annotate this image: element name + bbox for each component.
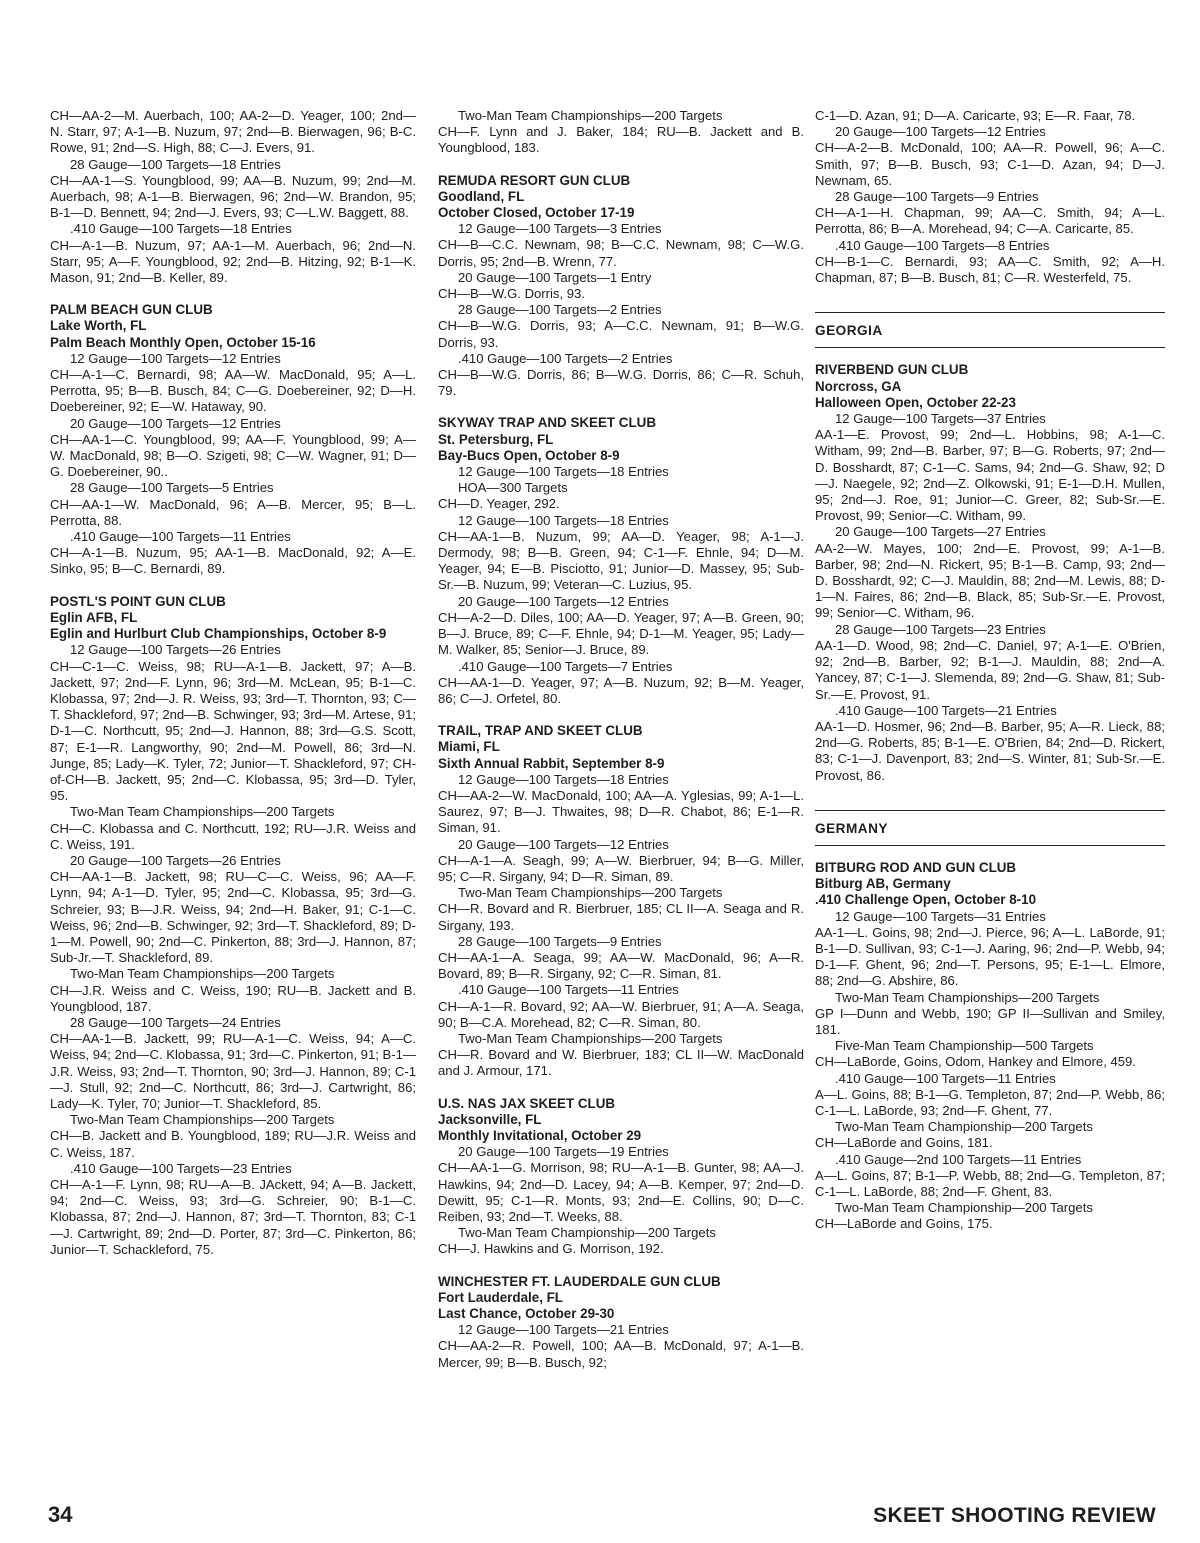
- club-results: [50, 594, 416, 1258]
- event-heading: 12 Gauge—100 Targets—3 Entries: [458, 221, 662, 237]
- state-name: GEORGIA: [815, 323, 883, 339]
- results-text: CH—AA-1—C. Youngblood, 99; AA—F. Youngblood, 99; A—W. MacDonald, 98; B—O. Szigeti, 98; C—W. Wagner, 91; D—G. Doebereiner, 90..: [50, 431, 416, 480]
- event-heading: 12 Gauge—100 Targets—12 Entries: [70, 350, 281, 366]
- event-title: Bay-Bucs Open, October 8-9: [438, 447, 620, 463]
- state-name: GERMANY: [815, 820, 888, 836]
- event-heading: .410 Gauge—100 Targets—11 Entries: [835, 1070, 1056, 1086]
- event-heading: .410 Gauge—100 Targets—18 Entries: [70, 221, 292, 237]
- event-heading: .410 Gauge—100 Targets—21 Entries: [835, 702, 1057, 718]
- results-text: CH—C. Klobassa and C. Northcutt, 192; RU—J.R. Weiss and C. Weiss, 191.: [50, 820, 416, 852]
- club-results: [815, 362, 1165, 783]
- event-title: October Closed, October 17-19: [438, 205, 635, 221]
- results-text: GP I—Dunn and Webb, 190; GP II—Sullivan and Smiley, 181.: [815, 1005, 1165, 1037]
- event-heading: Two-Man Team Championship—200 Targets: [835, 1200, 1093, 1216]
- club-location: Eglin AFB, FL: [50, 609, 138, 625]
- club-results: [438, 1096, 804, 1258]
- divider: [815, 810, 1165, 811]
- event-title: Sixth Annual Rabbit, September 8-9: [438, 755, 665, 771]
- event-heading: 12 Gauge—100 Targets—21 Entries: [458, 1322, 669, 1338]
- club-name: TRAIL, TRAP AND SKEET CLUB: [438, 723, 643, 739]
- club-name: WINCHESTER FT. LAUDERDALE GUN CLUB: [438, 1273, 721, 1289]
- results-text: CH—A-1—B. Nuzum, 95; AA-1—B. MacDonald, 92; A—E. Sinko, 95; B—C. Bernardi, 89.: [50, 545, 416, 577]
- event-heading: 20 Gauge—100 Targets—12 Entries: [458, 593, 669, 609]
- results-text: CH—LaBorde and Goins, 175.: [815, 1216, 993, 1232]
- club-name: PALM BEACH GUN CLUB: [50, 302, 213, 318]
- event-title: Eglin and Hurlburt Club Championships, October 8-9: [50, 626, 387, 642]
- event-heading: Two-Man Team Championships—200 Targets: [70, 966, 335, 982]
- event-heading: 12 Gauge—100 Targets—26 Entries: [70, 642, 281, 658]
- results-text: A—L. Goins, 88; B-1—G. Templeton, 87; 2nd—P. Webb, 86; C-1—L. LaBorde, 93; 2nd—F. Ghent, 77.: [815, 1086, 1165, 1118]
- event-heading: 12 Gauge—100 Targets—18 Entries: [458, 512, 669, 528]
- club-name: BITBURG ROD AND GUN CLUB: [815, 859, 1017, 875]
- club-results: [438, 108, 804, 157]
- results-text: CH—AA-1—D. Yeager, 97; A—B. Nuzum, 92; B—M. Yeager, 86; C—J. Orfetel, 80.: [438, 674, 804, 706]
- event-heading: Two-Man Team Championship—200 Targets: [835, 1119, 1093, 1135]
- results-text: A—L. Goins, 87; B-1—P. Webb, 88; 2nd—G. Templeton, 87; C-1—L. LaBorde, 88; 2nd—F. Ghent, 83.: [815, 1167, 1165, 1199]
- event-heading: 20 Gauge—100 Targets—26 Entries: [70, 852, 281, 868]
- event-heading: 20 Gauge—100 Targets—12 Entries: [458, 836, 669, 852]
- divider: [815, 845, 1165, 846]
- results-text: CH—A-1—C. Bernardi, 98; AA—W. MacDonald, 95; A—L. Perrotta, 95; B—B. Busch, 84; C—G. Doebereiner, 92; D—H. Doebereiner, 92; E—W. Hataway, 90.: [50, 367, 416, 415]
- event-heading: 12 Gauge—100 Targets—18 Entries: [458, 464, 669, 480]
- event-heading: 12 Gauge—100 Targets—18 Entries: [458, 771, 669, 787]
- column-2: [438, 108, 804, 1371]
- event-title: Monthly Invitational, October 29: [438, 1127, 642, 1143]
- club-name: U.S. NAS JAX SKEET CLUB: [438, 1095, 616, 1111]
- club-location: Miami, FL: [438, 739, 500, 755]
- page-number: 34: [48, 1502, 73, 1527]
- results-text: CH—J.R. Weiss and C. Weiss, 190; RU—B. Jackett and B. Youngblood, 187.: [50, 982, 416, 1014]
- event-title: .410 Challenge Open, October 8-10: [815, 892, 1037, 908]
- club-location: Bitburg AB, Germany: [815, 876, 951, 892]
- event-heading: Two-Man Team Championships—200 Targets: [70, 1112, 335, 1128]
- event-heading: Two-Man Team Championships—200 Targets: [70, 804, 335, 820]
- results-text: CH—AA-1—W. MacDonald, 96; A—B. Mercer, 95; B—L. Perrotta, 88.: [50, 496, 416, 528]
- event-heading: .410 Gauge—100 Targets—23 Entries: [70, 1160, 292, 1176]
- results-text: AA-2—W. Mayes, 100; 2nd—E. Provost, 99; A-1—B. Barber, 98; 2nd—N. Rickert, 95; B-1—B. Camp, 93; 2nd—D. Bosshardt, 92; C—J. Mauldin, 88; 2nd—M. Lewis, 88; D-1—N. Faires, 86; 2nd—B. Black, 85; Sub-Sr.—E. Provost, 99; Senior—C. Witham, 96.: [815, 540, 1165, 621]
- event-heading: Five-Man Team Championship—500 Targets: [835, 1038, 1094, 1054]
- event-heading: 28 Gauge—100 Targets—9 Entries: [835, 189, 1039, 205]
- results-text: CH—AA-1—S. Youngblood, 99; AA—B. Nuzum, 99; 2nd—M. Auerbach, 98; A-1—B. Bierwagen, 96; 2nd—W. Brandon, 95; B-1—D. Bennett, 94; 2nd—J. Evers, 93; C—L.W. Baggett, 88.: [50, 172, 416, 221]
- results-text: CH—AA-1—B. Nuzum, 99; AA—D. Yeager, 98; A-1—J. Dermody, 98; B—B. Green, 94; C-1—F. Ehnle, 94; D—M. Yeager, 94; E—B. Pisciotto, 91; Junior—D. Massey, 95; Sub-Sr.—B. Nuzum, 99; Veteran—C. Luzius, 95.: [438, 528, 804, 593]
- club-name: SKYWAY TRAP AND SKEET CLUB: [438, 415, 657, 431]
- results-text: CH—D. Yeager, 292.: [438, 496, 560, 512]
- results-text: CH—R. Bovard and W. Bierbruer, 183; CL II—W. MacDonald and J. Armour, 171.: [438, 1047, 804, 1079]
- event-heading: Two-Man Team Championships—200 Targets: [458, 108, 723, 123]
- event-heading: 28 Gauge—100 Targets—24 Entries: [70, 1014, 281, 1030]
- results-text: CH—AA-1—B. Jackett, 99; RU—A-1—C. Weiss, 94; A—C. Weiss, 94; 2nd—C. Klobassa, 91; 3rd—C. Pinkerton, 91; B-1—J.R. Weiss, 93; 2nd—T. Thornton, 90; 3rd—J. Hannon, 89; C-1—J. Stull, 92; 2nd—C. Northcutt, 86; 3rd—J. Cartwright, 86; Lady—K. Tyler, 70; Junior—T. Shackleford, 85.: [50, 1031, 416, 1111]
- club-results: [50, 302, 416, 577]
- event-heading: 20 Gauge—100 Targets—27 Entries: [835, 524, 1046, 540]
- club-location: St. Petersburg, FL: [438, 431, 554, 447]
- event-heading: 28 Gauge—100 Targets—5 Entries: [70, 480, 274, 496]
- results-text: CH—B—C.C. Newnam, 98; B—C.C. Newnam, 98; C—W.G. Dorris, 95; 2nd—B. Wrenn, 77.: [438, 237, 804, 269]
- event-heading: 28 Gauge—100 Targets—18 Entries: [70, 156, 281, 172]
- club-location: Goodland, FL: [438, 188, 525, 204]
- club-name: REMUDA RESORT GUN CLUB: [438, 172, 631, 188]
- results-text: CH—LaBorde and Goins, 181.: [815, 1135, 993, 1151]
- results-text: CH—B—W.G. Dorris, 93.: [438, 286, 585, 302]
- event-heading: 20 Gauge—100 Targets—12 Entries: [70, 415, 281, 431]
- results-text: CH—AA-1—G. Morrison, 98; RU—A-1—B. Gunter, 98; AA—J. Hawkins, 94; 2nd—D. Lacey, 94; A—B. Kemper, 97; 2nd—D. Dewitt, 95; C-1—R. Monts, 93; 2nd—E. Collins, 90; D—C. Reiben, 93; 2nd—T. Weeks, 88.: [438, 1160, 804, 1224]
- results-text: CH—A-1—R. Bovard, 92; AA—W. Bierbruer, 91; A—A. Seaga, 90; B—C.A. Morehead, 82; C—R. Siman, 80.: [438, 998, 804, 1030]
- event-heading: .410 Gauge—100 Targets—2 Entries: [458, 350, 673, 366]
- event-heading: 28 Gauge—100 Targets—23 Entries: [835, 621, 1046, 637]
- club-location: Fort Lauderdale, FL: [438, 1289, 563, 1305]
- event-heading: .410 Gauge—100 Targets—11 Entries: [458, 982, 679, 998]
- divider: [815, 347, 1165, 348]
- results-text: CH—B—W.G. Dorris, 93; A—C.C. Newnam, 91; B—W.G. Dorris, 93.: [438, 318, 804, 350]
- results-text: CH—A-1—A. Seagh, 99; A—W. Bierbruer, 94; B—G. Miller, 95; C—R. Sirgany, 94; D—R. Siman, 89.: [438, 852, 804, 884]
- event-title: Last Chance, October 29-30: [438, 1306, 615, 1322]
- club-location: Lake Worth, FL: [50, 318, 147, 334]
- club-name: POSTL'S POINT GUN CLUB: [50, 593, 226, 609]
- results-text: CH—R. Bovard and R. Bierbruer, 185; CL II—A. Seaga and R. Sirgany, 193.: [438, 901, 804, 933]
- club-name: RIVERBEND GUN CLUB: [815, 362, 969, 378]
- event-heading: 20 Gauge—100 Targets—19 Entries: [458, 1144, 669, 1160]
- event-heading: 12 Gauge—100 Targets—31 Entries: [835, 908, 1046, 924]
- results-text: CH—AA-2—M. Auerbach, 100; AA-2—D. Yeager, 100; 2nd—N. Starr, 97; A-1—B. Nuzum, 97; 2nd—B. Bierwagen, 96; B-C. Rowe, 91; 2nd—S. High, 88; C—J. Evers, 91.: [50, 108, 416, 156]
- results-text: AA-1—L. Goins, 98; 2nd—J. Pierce, 96; A—L. LaBorde, 91; B-1—D. Sullivan, 93; C-1—J. Aaring, 96; 2nd—P. Webb, 94; D-1—F. Ghent, 96; 2nd—T. Persons, 95; E-1—L. Elmore, 88; 2nd—G. Abshire, 86.: [815, 924, 1165, 989]
- results-text: CH—J. Hawkins and G. Morrison, 192.: [438, 1241, 664, 1257]
- results-text: CH—F. Lynn and J. Baker, 184; RU—B. Jackett and B. Youngblood, 183.: [438, 124, 804, 156]
- column-1: [50, 108, 416, 1258]
- event-heading: 28 Gauge—100 Targets—2 Entries: [458, 302, 662, 318]
- club-results: [815, 108, 1165, 286]
- results-text: AA-1—E. Provost, 99; 2nd—L. Hobbins, 98; A-1—C. Witham, 99; 2nd—B. Barber, 97; B—G. Roberts, 97; 2nd—D. Bosshardt, 87; C-1—C. Sams, 94; 2nd—G. Shaw, 92; D—J. Naegele, 92; 2nd—Z. Olkowski, 91; E-1—D.H. Mullen, 95; 2nd—J. Roe, 91; Junior—C. Greer, 82; Sub-Sr.—E. Provost, 99; Senior—C. Witham, 99.: [815, 427, 1165, 524]
- results-text: C-1—D. Azan, 91; D—A. Caricarte, 93; E—R. Faar, 78.: [815, 108, 1136, 123]
- results-text: CH—B-1—C. Bernardi, 93; AA—C. Smith, 92; A—H. Chapman, 87; B—B. Busch, 81; C—R. Westerfeld, 75.: [815, 253, 1165, 286]
- event-title: Palm Beach Monthly Open, October 15-16: [50, 334, 316, 350]
- club-location: Norcross, GA: [815, 378, 902, 394]
- results-text: CH—A-1—B. Nuzum, 97; AA-1—M. Auerbach, 96; 2nd—N. Starr, 95; A—F. Youngblood, 92; 2nd—B. Hitzing, 92; B-1—K. Mason, 91; 2nd—B. Keller, 89.: [50, 237, 416, 286]
- results-text: CH—AA-1—A. Seaga, 99; AA—W. MacDonald, 96; A—R. Bovard, 89; B—R. Sirgany, 92; C—R. Siman, 81.: [438, 949, 804, 982]
- event-heading: .410 Gauge—100 Targets—7 Entries: [458, 658, 673, 674]
- magazine-title: SKEET SHOOTING REVIEW: [873, 1504, 1156, 1527]
- event-heading: 28 Gauge—100 Targets—9 Entries: [458, 933, 662, 949]
- club-location: Jacksonville, FL: [438, 1111, 542, 1127]
- results-text: CH—AA-2—W. MacDonald, 100; AA—A. Yglesias, 99; A-1—L. Saurez, 97; B—J. Thwaites, 98; D—R. Chabot, 86; E-1—R. Siman, 91.: [438, 787, 804, 836]
- club-results: [438, 1274, 804, 1371]
- results-text: CH—A-2—B. McDonald, 100; AA—R. Powell, 96; A—C. Smith, 97; B—B. Busch, 93; C-1—D. Azan, 94; D—J. Newnam, 65.: [815, 140, 1165, 188]
- results-text: CH—AA-2—R. Powell, 100; AA—B. McDonald, 97; A-1—B. Mercer, 99; B—B. Busch, 92;: [438, 1338, 804, 1370]
- results-text: AA-1—D. Wood, 98; 2nd—C. Daniel, 97; A-1—E. O'Brien, 92; 2nd—B. Barber, 92; B-1—J. Mauldin, 88; 2nd—A. Yancey, 87; C-1—J. Slemenda, 89; 2nd—G. Shaw, 81; Sub-Sr.—E. Provost, 91.: [815, 637, 1165, 702]
- event-heading: .410 Gauge—2nd 100 Targets—11 Entries: [835, 1151, 1082, 1167]
- event-heading: 12 Gauge—100 Targets—37 Entries: [835, 411, 1046, 427]
- club-results: [438, 723, 804, 1079]
- state-section-header: [815, 810, 1165, 846]
- results-text: CH—B—W.G. Dorris, 86; B—W.G. Dorris, 86; C—R. Schuh, 79.: [438, 367, 804, 399]
- club-results: [50, 108, 416, 286]
- event-heading: Two-Man Team Championships—200 Targets: [458, 885, 723, 901]
- results-text: AA-1—D. Hosmer, 96; 2nd—B. Barber, 95; A—R. Lieck, 88; 2nd—G. Roberts, 85; B-1—E. O'Brien, 84; 2nd—D. Rickert, 83; C-1—J. Davenport, 83; 2nd—S. Winter, 81; Sub-Sr.—E. Provost, 86.: [815, 718, 1165, 783]
- results-text: CH—A-2—D. Diles, 100; AA—D. Yeager, 97; A—B. Green, 90; B—J. Bruce, 89; C—F. Ehnle, 94; D-1—M. Yeager, 95; Lady—M. Walker, 85; Senior—J. Bruce, 89.: [438, 609, 804, 658]
- results-text: CH—A-1—H. Chapman, 99; AA—C. Smith, 94; A—L. Perrotta, 86; B—A. Morehead, 94; C—A. Caricarte, 85.: [815, 205, 1165, 237]
- event-heading: .410 Gauge—100 Targets—8 Entries: [835, 237, 1050, 253]
- club-results: [438, 173, 804, 400]
- results-text: CH—A-1—F. Lynn, 98; RU—A—B. JAckett, 94; A—B. Jackett, 94; 2nd—C. Weiss, 93; 3rd—G. Schreier, 90; B-1—C. Klobassa, 87; 2nd—J. Hannon, 87; 3rd—T. Thornton, 83; C-1—J. Cartwright, 89; 2nd—D. Porter, 87; 3rd—C. Pinkerton, 86; Junior—T. Schackleford, 75.: [50, 1177, 416, 1257]
- event-heading: Two-Man Team Championship—200 Targets: [458, 1225, 716, 1241]
- event-heading: .410 Gauge—100 Targets—11 Entries: [70, 529, 291, 545]
- club-results: [438, 415, 804, 707]
- event-heading: 20 Gauge—100 Targets—12 Entries: [835, 124, 1046, 140]
- event-heading: HOA—300 Targets: [458, 480, 568, 496]
- results-text: CH—B. Jackett and B. Youngblood, 189; RU—J.R. Weiss and C. Weiss, 187.: [50, 1128, 416, 1160]
- divider: [815, 312, 1165, 313]
- club-results: [815, 860, 1165, 1233]
- results-text: CH—C-1—C. Weiss, 98; RU—A-1—B. Jackett, 97; A—B. Jackett, 97; 2nd—F. Lynn, 96; 3rd—M. McLean, 95; B-1—C. Klobassa, 97; 2nd—J. R. Weiss, 93; 3rd—T. Thornton, 93; C—T. Shackleford, 97; 2nd—B. Schwinger, 93; 3rd—M. Artese, 91; D-1—C. Northcutt, 95; 2nd—J. Hannon, 88; 3rd—G.S. Scott, 87; E-1—R. Langworthy, 90; 2nd—M. Powell, 86; 3rd—N. Junge, 85; Lady—K. Tyler, 72; Junior—T. Shackleford, 97; CH-of-CH—B. Jackett, 95; 2nd—C. Klobassa, 95; 3rd—D. Tyler, 95.: [50, 658, 416, 804]
- results-text: CH—AA-1—B. Jackett, 98; RU—C—C. Weiss, 96; AA—F. Lynn, 94; A-1—D. Tyler, 95; 2nd—C. Klobassa, 95; 3rd—G. Schreier, 93; B—J.R. Weiss, 94; 2nd—H. Baker, 91; C-1—C. Weiss, 96; 2nd—B. Schwinger, 92; 3rd—T. Shackleford, 89; D-1—M. Powell, 90; 2nd—C. Pinkerton, 88; 3rd—J. Hannon, 87; Sub-Jr.—T. Shackleford, 89.: [50, 869, 416, 966]
- results-text: CH—LaBorde, Goins, Odom, Hankey and Elmore, 459.: [815, 1054, 1136, 1070]
- event-title: Halloween Open, October 22-23: [815, 394, 1016, 410]
- column-3: [815, 108, 1165, 1233]
- event-heading: Two-Man Team Championships—200 Targets: [835, 989, 1100, 1005]
- event-heading: Two-Man Team Championships—200 Targets: [458, 1030, 723, 1046]
- event-heading: 20 Gauge—100 Targets—1 Entry: [458, 269, 652, 285]
- state-section-header: [815, 312, 1165, 348]
